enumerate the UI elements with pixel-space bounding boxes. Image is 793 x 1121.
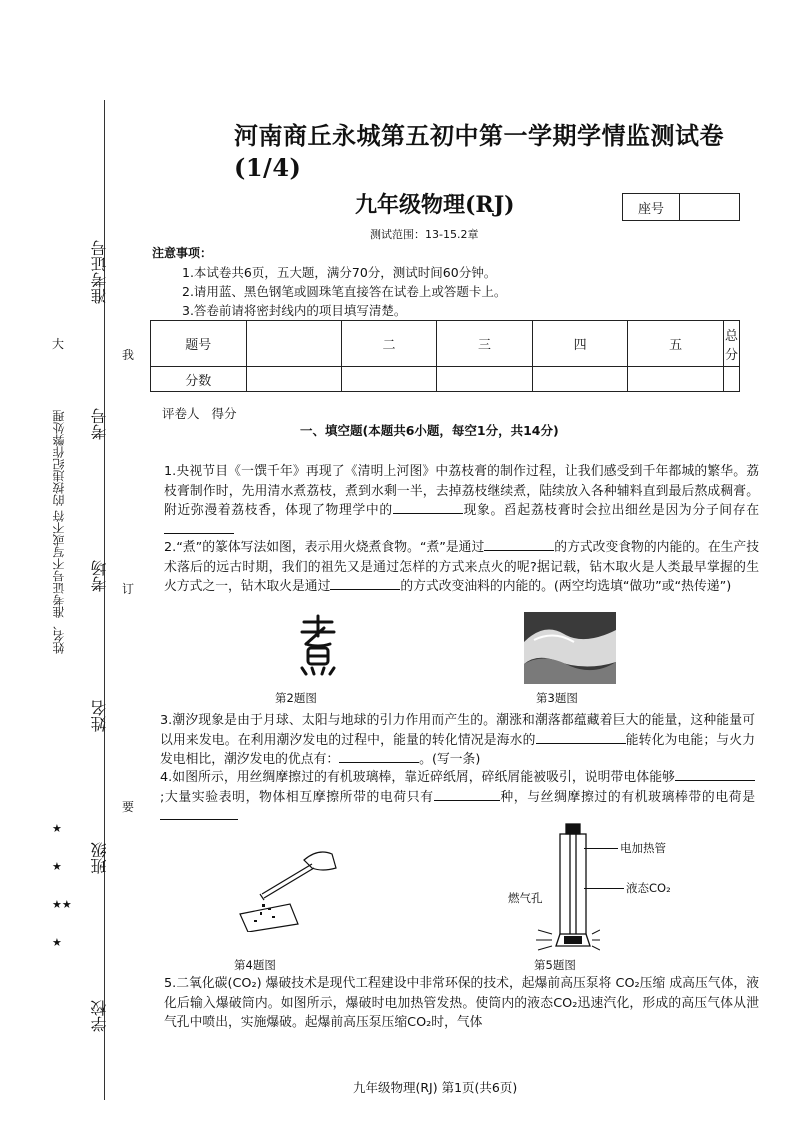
seal-char-2: 订 (122, 582, 135, 596)
table-row (151, 367, 740, 392)
class-label: 班级 (90, 842, 109, 874)
table-cell: 总分 (723, 321, 739, 367)
figure-2-caption: 第2题图 (275, 691, 317, 705)
admission-label: 准考证号 (90, 240, 109, 304)
seal-char-top: 大 (52, 337, 65, 351)
answer-blank[interactable] (484, 538, 554, 551)
answer-blank[interactable] (339, 750, 419, 763)
table-cell (246, 321, 341, 367)
seal-script-figure (296, 614, 340, 676)
answer-blank[interactable] (675, 768, 755, 781)
score-cell[interactable] (723, 367, 739, 392)
exam-title: 河南商丘永城第五初中第一学期学情监测试卷(1/4) (234, 121, 724, 182)
heater-label: 电加热管 (620, 841, 666, 855)
seal-char-1: 我 (122, 348, 135, 362)
question-2: 2.“煮”的篆体写法如图，表示用火烧煮食物。“煮”是通过 的方式改变食物的内能的。在生产技术落后的远古时期，我们的祖先又是通过怎样的方式来点火的呢?据记载，钻木取火是人类最早掌握的生火方式之一，钻木取火是通过 的方式改变油料的内能的。(两空均选填“做功”或“热传递”) (164, 540, 760, 594)
answer-blank[interactable] (536, 731, 626, 744)
question-5: 5.二氧化碳(CO₂) 爆破技术是现代工程建设中非常环保的技术，起爆前高压泵将 CO₂压缩 成高压气体，液化后输入爆破筒内。如图所示，爆破时电加热管发热。使筒内的液态CO₂迅速汽化，形成的高压气体从泄气孔中喷出，实施爆破。起爆前高压泵压缩CO₂时，气体 (164, 976, 759, 1030)
answer-blank[interactable] (330, 577, 400, 590)
subject-title: 九年级物理(RJ) (355, 192, 515, 218)
table-cell: 题号 (151, 321, 247, 367)
score-cell[interactable] (246, 367, 341, 392)
table-cell: 四 (532, 321, 628, 367)
exam-room-label: 考号 (90, 408, 109, 440)
warning-text: 姓名、准考证号不写或不符 的按违纪作弊处理 (52, 410, 66, 654)
notice-item-2: 2.请用蓝、黑色钢笔或圆珠笔直接答在试卷上或答题卡上。 (182, 284, 507, 299)
table-cell: 分数 (151, 367, 247, 392)
hole-label: 燃气孔 (508, 891, 543, 905)
star-marks: ★ ★ ★★ ★ (52, 822, 72, 949)
question-1: 1.央视节目《一馔千年》再现了《清明上河图》中荔枝膏的制作过程，让我们感受到千年都城的繁华。荔枝膏制作时，先用清水煮荔枝，煮到水剩一半，去掉荔枝继续煮，陆续放入各种辅料直到最后熬成稠膏。附近弥漫着荔枝香，体现了物理学中的 现象。舀起荔枝膏时会拉出细丝是因为分子间存在 (150, 462, 759, 540)
answer-blank[interactable] (164, 521, 234, 534)
answer-blank[interactable] (393, 501, 463, 514)
liquid-label: 液态CO₂ (626, 881, 671, 895)
heater-pointer (584, 848, 618, 849)
score-cell[interactable] (437, 367, 533, 392)
figure-5-caption: 第5题图 (534, 958, 576, 972)
liquid-pointer (584, 888, 624, 889)
name-label: 姓名 (90, 700, 109, 732)
page-footer: 九年级物理(RJ) 第1页(共6页) (353, 1080, 518, 1095)
answer-blank[interactable] (160, 807, 238, 820)
exam-hall-label: 考场 (90, 560, 109, 592)
seat-number-box (622, 193, 740, 221)
answer-blank[interactable] (434, 788, 500, 801)
section-title: 一、填空题(本题共6小题，每空1分，共14分) (300, 423, 559, 438)
score-table (150, 320, 740, 392)
figure-4-caption: 第4题图 (234, 958, 276, 972)
seal-char-3: 要 (122, 800, 135, 814)
tidal-wave-figure (524, 612, 616, 684)
seat-label: 座号 (623, 194, 680, 220)
notice-item-3: 3.答卷前请将密封线内的项目填写清楚。 (182, 303, 407, 318)
seat-number-field[interactable] (680, 194, 739, 220)
table-cell: 三 (437, 321, 533, 367)
table-cell: 二 (341, 321, 437, 367)
question-3: 3.潮汐现象是由于月球、太阳与地球的引力作用而产生的。潮涨和潮落都蕴藏着巨大的能量，这种能量可以用来发电。在利用潮汐发电的过程中，能量的转化情况是海水的 能转化为电能；与火力发电相比，潮汐发电的优点有： 。(写一条) (160, 713, 756, 767)
test-scope: 测试范围：13-15.2章 (370, 228, 479, 241)
figure-3-caption: 第3题图 (536, 691, 578, 705)
glass-rod-figure (232, 842, 338, 932)
question-4: 4.如图所示，用丝绸摩擦过的有机玻璃棒，靠近碎纸屑，碎纸屑能被吸引，说明带电体能够;大量实验表明，物体相互摩擦所带的电荷只有 种，与丝绸摩擦过的有机玻璃棒带的电荷是 (150, 768, 755, 827)
grader-label: 评卷人 得分 (162, 406, 237, 421)
table-cell: 五 (628, 321, 724, 367)
notice-item-1: 1.本试卷共6页，五大题，满分70分，测试时间60分钟。 (182, 265, 497, 280)
score-cell[interactable] (628, 367, 724, 392)
school-label: 学校 (90, 1000, 109, 1032)
score-cell[interactable] (532, 367, 628, 392)
notice-title: 注意事项： (152, 246, 213, 260)
score-cell[interactable] (341, 367, 437, 392)
table-row (151, 321, 740, 367)
